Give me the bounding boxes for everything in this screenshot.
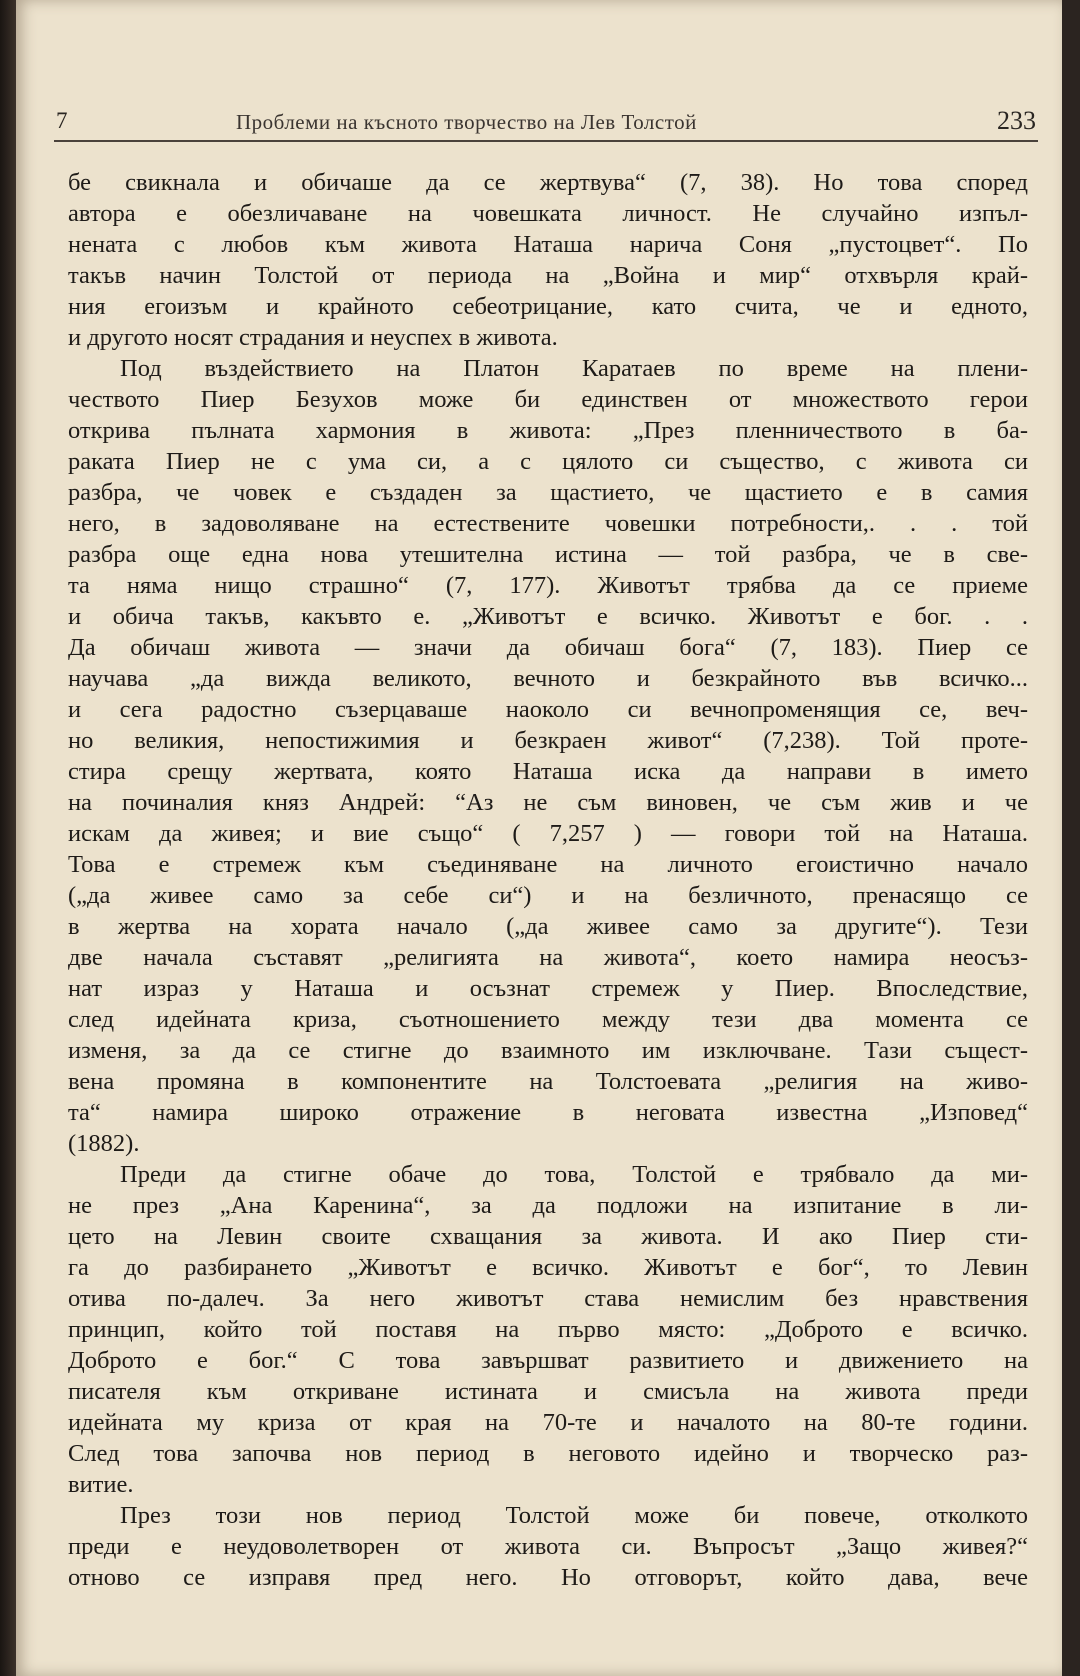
text-line: не през „Ана Каренина“, за да подложи на изпитание в ли- <box>68 1192 1028 1219</box>
text-line: отново се изправя пред него. Но отговорът, който дава, вече <box>68 1564 1028 1591</box>
text-line: открива пълната хармония в живота: „През пленничеството в ба- <box>68 417 1028 444</box>
text-line: принцип, който той поставя на първо място: „Доброто е всичко. <box>68 1316 1028 1343</box>
text-line: раката Пиер не с ума си, а с цялото си същество, с живота си <box>68 448 1028 475</box>
text-line: стира срещу жертвата, която Наташа иска да направи в името <box>68 758 1028 785</box>
text-line: През този нов период Толстой може би повече, отколкото <box>120 1502 1028 1529</box>
text-line: но великия, непостижимия и безкраен живот“ (7,238). Той проте- <box>68 727 1028 754</box>
text-line: Преди да стигне обаче до това, Толстой е трябвало да ми- <box>120 1161 1028 1188</box>
text-line: Под въздействието на Платон Каратаев по време на плени- <box>120 355 1028 382</box>
text-line: цето на Левин своите схващания за живота. И ако Пиер сти- <box>68 1223 1028 1250</box>
text-line: и сега радостно съзерцаваше наоколо си вечнопроменящия се, веч- <box>68 696 1028 723</box>
running-header <box>56 108 1036 148</box>
text-line: и другото носят страдания и неуспех в живота. <box>68 324 558 351</box>
text-line: След това започва нов период в неговото идейно и творческо раз- <box>68 1440 1028 1467</box>
text-line: две начала съставят „религията на живота“, което намира неосъз- <box>68 944 1028 971</box>
text-line: него, в задоволяване на естествените човешки потребности,. . . той <box>68 510 1028 537</box>
text-line: изменя, за да се стигне до взаимното им изключване. Тази същест- <box>68 1037 1028 1064</box>
text-line: на починалия княз Андрей: “Аз не съм виновен, че съм жив и че <box>68 789 1028 816</box>
text-line: такъв начин Толстой от периода на „Война и мир“ отхвърля край- <box>68 262 1028 289</box>
text-line: витие. <box>68 1471 134 1498</box>
running-title: Проблеми на късното творчество на Лев Толстой <box>236 110 697 134</box>
text-line: Това е стремеж към съединяване на личното егоистично начало <box>68 851 1028 878</box>
text-line: след идейната криза, съотношението между тези два момента се <box>68 1006 1028 1033</box>
text-line: нат израз у Наташа и осъзнат стремеж у Пиер. Впоследствие, <box>68 975 1028 1002</box>
text-line: та“ намира широко отражение в неговата известна „Изповед“ <box>68 1099 1028 1126</box>
text-line: (1882). <box>68 1130 140 1157</box>
book-spine-edge <box>0 0 16 1676</box>
text-line: преди е неудоволетворен от живота си. Въпросът „Защо живея?“ <box>68 1533 1028 1560</box>
text-line: Да обичаш живота — значи да обичаш бога“ (7, 183). Пиер се <box>68 634 1028 661</box>
text-line: отива по-далеч. За него животът става немислим без нравствения <box>68 1285 1028 1312</box>
text-line: автора е обезличаване на човешката личност. Не случайно изпъл- <box>68 200 1028 227</box>
text-line: писателя към откриване истината и смисъла на живота преди <box>68 1378 1028 1405</box>
text-line: та няма нищо страшно“ (7, 177). Животът трябва да се приеме <box>68 572 1028 599</box>
text-line: научава „да вижда великото, вечното и безкрайното във всичко... <box>68 665 1028 692</box>
chapter-number: 7 <box>56 108 68 133</box>
header-rule <box>54 140 1038 142</box>
page-number: 233 <box>997 106 1036 135</box>
body-text <box>68 167 1028 1593</box>
text-line: Доброто е бог.“ С това завършват развитието и движението на <box>68 1347 1028 1374</box>
text-line: и обича такъв, какъвто е. „Животът е всичко. Животът е бог. . . <box>68 603 1028 630</box>
text-line: бе свикнала и обичаше да се жертвува“ (7, 38). Но това според <box>68 169 1028 196</box>
text-line: в жертва на хората начало („да живее само за другите“). Тези <box>68 913 1028 940</box>
text-line: идейната му криза от края на 70-те и началото на 80-те години. <box>68 1409 1028 1436</box>
text-line: искам да живея; и вие също“ ( 7,257 ) — говори той на Наташа. <box>68 820 1028 847</box>
text-line: нената с любов към живота Наташа нарича Соня „пустоцвет“. По <box>68 231 1028 258</box>
text-line: ния егоизъм и крайното себеотрицание, като счита, че и едното, <box>68 293 1028 320</box>
book-page <box>16 0 1062 1676</box>
text-line: („да живее само за себе си“) и на безличното, пренасящо се <box>68 882 1028 909</box>
text-line: чеството Пиер Безухов може би единствен от множеството герои <box>68 386 1028 413</box>
text-line: вена промяна в компонентите на Толстоевата „религия на живо- <box>68 1068 1028 1095</box>
text-line: разбра още една нова утешителна истина — той разбра, че в све- <box>68 541 1028 568</box>
text-line: га до разбирането „Животът е всичко. Животът е бог“, то Левин <box>68 1254 1028 1281</box>
text-line: разбра, че човек е създаден за щастието, че щастието е в самия <box>68 479 1028 506</box>
